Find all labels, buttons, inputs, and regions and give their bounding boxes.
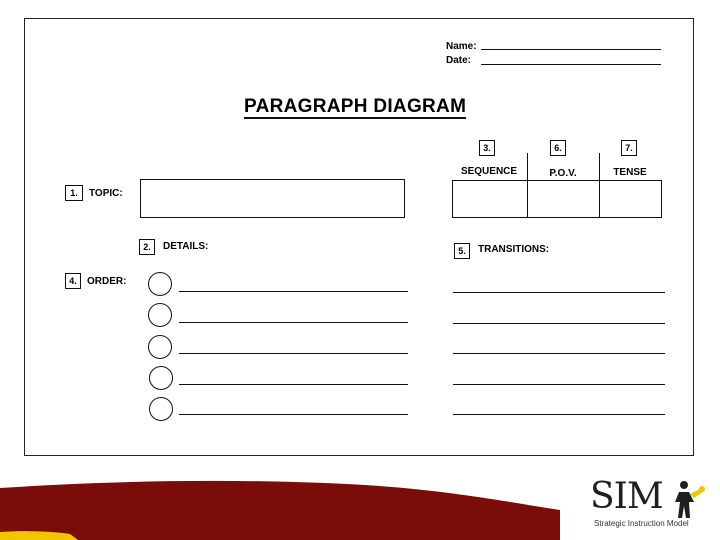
transition-line-2[interactable] [453, 323, 665, 324]
detail-line-3[interactable] [179, 353, 408, 354]
date-field-line[interactable] [481, 64, 661, 65]
sequence-cell[interactable] [453, 181, 526, 216]
topic-label: TOPIC: [89, 188, 123, 199]
footer-band-shape [0, 481, 560, 540]
order-circle-3[interactable] [148, 335, 172, 359]
detail-line-1[interactable] [179, 291, 408, 292]
detail-line-2[interactable] [179, 322, 408, 323]
order-label: ORDER: [87, 276, 127, 287]
transitions-label: TRANSITIONS: [478, 244, 550, 255]
detail-line-5[interactable] [179, 414, 408, 415]
name-label: Name: [446, 41, 477, 52]
order-number-box: 4. [65, 273, 81, 289]
order-circle-2[interactable] [148, 303, 172, 327]
sim-logo [590, 476, 710, 536]
order-circle-5[interactable] [149, 397, 173, 421]
topic-box[interactable] [140, 179, 405, 218]
person-figure-icon [670, 480, 708, 520]
details-number-box: 2. [139, 239, 155, 255]
transitions-number-box: 5. [454, 243, 470, 259]
detail-line-4[interactable] [179, 384, 408, 385]
order-circle-1[interactable] [148, 272, 172, 296]
grid-divider-1 [527, 180, 528, 218]
order-circle-4[interactable] [149, 366, 173, 390]
page-title: PARAGRAPH DIAGRAM [244, 96, 467, 117]
transition-line-3[interactable] [453, 353, 665, 354]
date-label: Date: [446, 55, 472, 66]
transition-line-4[interactable] [453, 384, 665, 385]
tense-cell[interactable] [601, 181, 660, 216]
transition-line-5[interactable] [453, 414, 665, 415]
details-label: DETAILS: [163, 241, 209, 252]
tense-number-box: 7. [621, 140, 637, 156]
grid-divider-2 [599, 180, 600, 218]
worksheet [24, 18, 694, 456]
logo-subtitle: Strategic Instruction Model [594, 519, 689, 528]
topic-number-box: 1. [65, 185, 83, 201]
sequence-header: SEQUENCE [460, 166, 518, 177]
transition-line-1[interactable] [453, 292, 665, 293]
sequence-number-box: 3. [479, 140, 495, 156]
pov-cell[interactable] [529, 181, 598, 216]
tense-header: TENSE [613, 167, 647, 178]
pov-header: P.O.V. [549, 168, 577, 179]
logo-text: SIM [590, 476, 663, 517]
name-field-line[interactable] [481, 49, 661, 50]
pov-number-box: 6. [550, 140, 566, 156]
